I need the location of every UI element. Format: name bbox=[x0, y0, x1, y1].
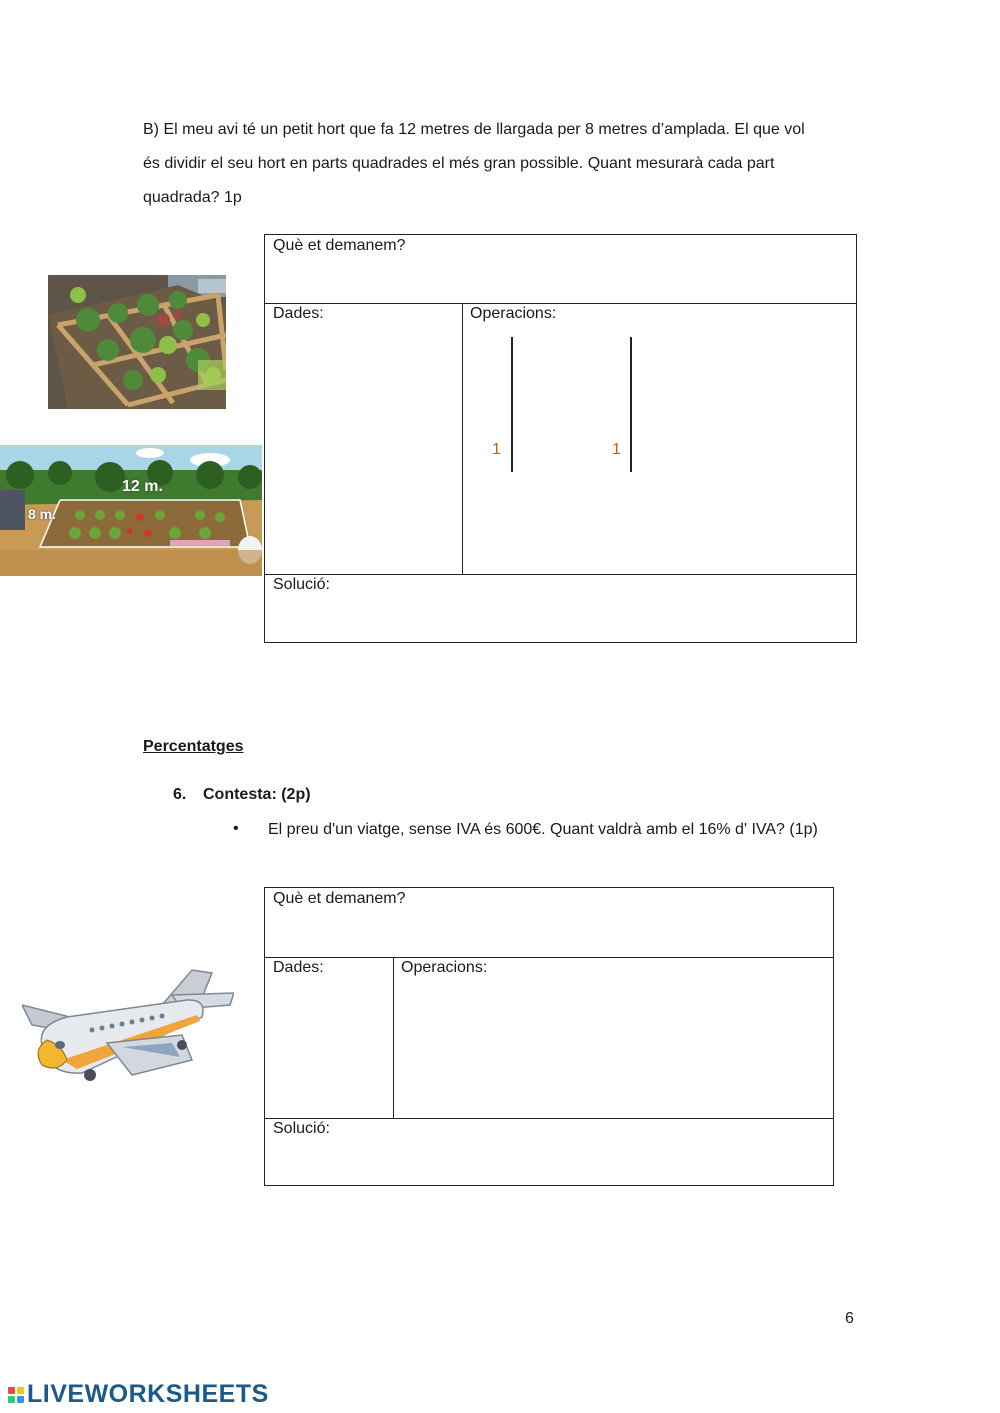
garden-width-label: 12 m. bbox=[122, 478, 163, 495]
solution-cell[interactable] bbox=[265, 1118, 833, 1185]
problem-b-answer-table bbox=[264, 234, 857, 643]
problem-b-line-1: B) El meu avi té un petit hort que fa 12 metres de llargada per 8 metres d’amplada. El que vol bbox=[143, 121, 805, 138]
garden-illustration bbox=[0, 445, 262, 576]
data-cell[interactable] bbox=[265, 303, 463, 575]
operations-cell[interactable] bbox=[462, 303, 856, 575]
solution-label: Solució: bbox=[273, 1120, 330, 1137]
logo-icon bbox=[8, 1387, 24, 1403]
operations-label: Operacions: bbox=[401, 959, 488, 976]
bullet-icon: • bbox=[233, 820, 239, 837]
question-label: Què et demanem? bbox=[273, 890, 406, 907]
division-bracket-2 bbox=[630, 337, 632, 472]
solution-label: Solució: bbox=[273, 576, 330, 593]
problem-b-line-2: és dividir el seu hort en parts quadrades el més gran possible. Quant mesurarà cada part bbox=[143, 155, 775, 172]
data-label: Dades: bbox=[273, 305, 324, 322]
question-title: Contesta: (2p) bbox=[203, 786, 311, 803]
question-number: 6. bbox=[173, 786, 187, 803]
logo-text: LIVEWORKSHEETS bbox=[27, 1380, 269, 1408]
data-label: Dades: bbox=[273, 959, 324, 976]
percentage-answer-table bbox=[264, 887, 834, 1186]
bullet-text: El preu d'un viatge, sense IVA és 600€. Quant valdrà amb el 16% d' IVA? (1p) bbox=[268, 821, 818, 838]
airplane-illustration bbox=[22, 965, 234, 1090]
carry-digit-1[interactable]: 1 bbox=[492, 441, 501, 458]
section-title: Percentatges bbox=[143, 738, 244, 755]
operations-label: Operacions: bbox=[470, 305, 557, 322]
garden-photo bbox=[48, 275, 226, 409]
carry-digit-2[interactable]: 1 bbox=[612, 441, 621, 458]
liveworksheets-logo[interactable] bbox=[8, 1380, 269, 1409]
division-bracket-1 bbox=[511, 337, 513, 472]
page-number: 6 bbox=[845, 1310, 854, 1327]
problem-b-line-3: quadrada? 1p bbox=[143, 189, 242, 206]
garden-height-label: 8 m. bbox=[28, 506, 57, 522]
question-label: Què et demanem? bbox=[273, 237, 406, 254]
question-cell[interactable] bbox=[265, 888, 833, 958]
data-cell[interactable] bbox=[265, 957, 394, 1119]
operations-cell[interactable] bbox=[393, 957, 833, 1119]
question-cell[interactable] bbox=[265, 235, 856, 304]
solution-cell[interactable] bbox=[265, 574, 856, 642]
